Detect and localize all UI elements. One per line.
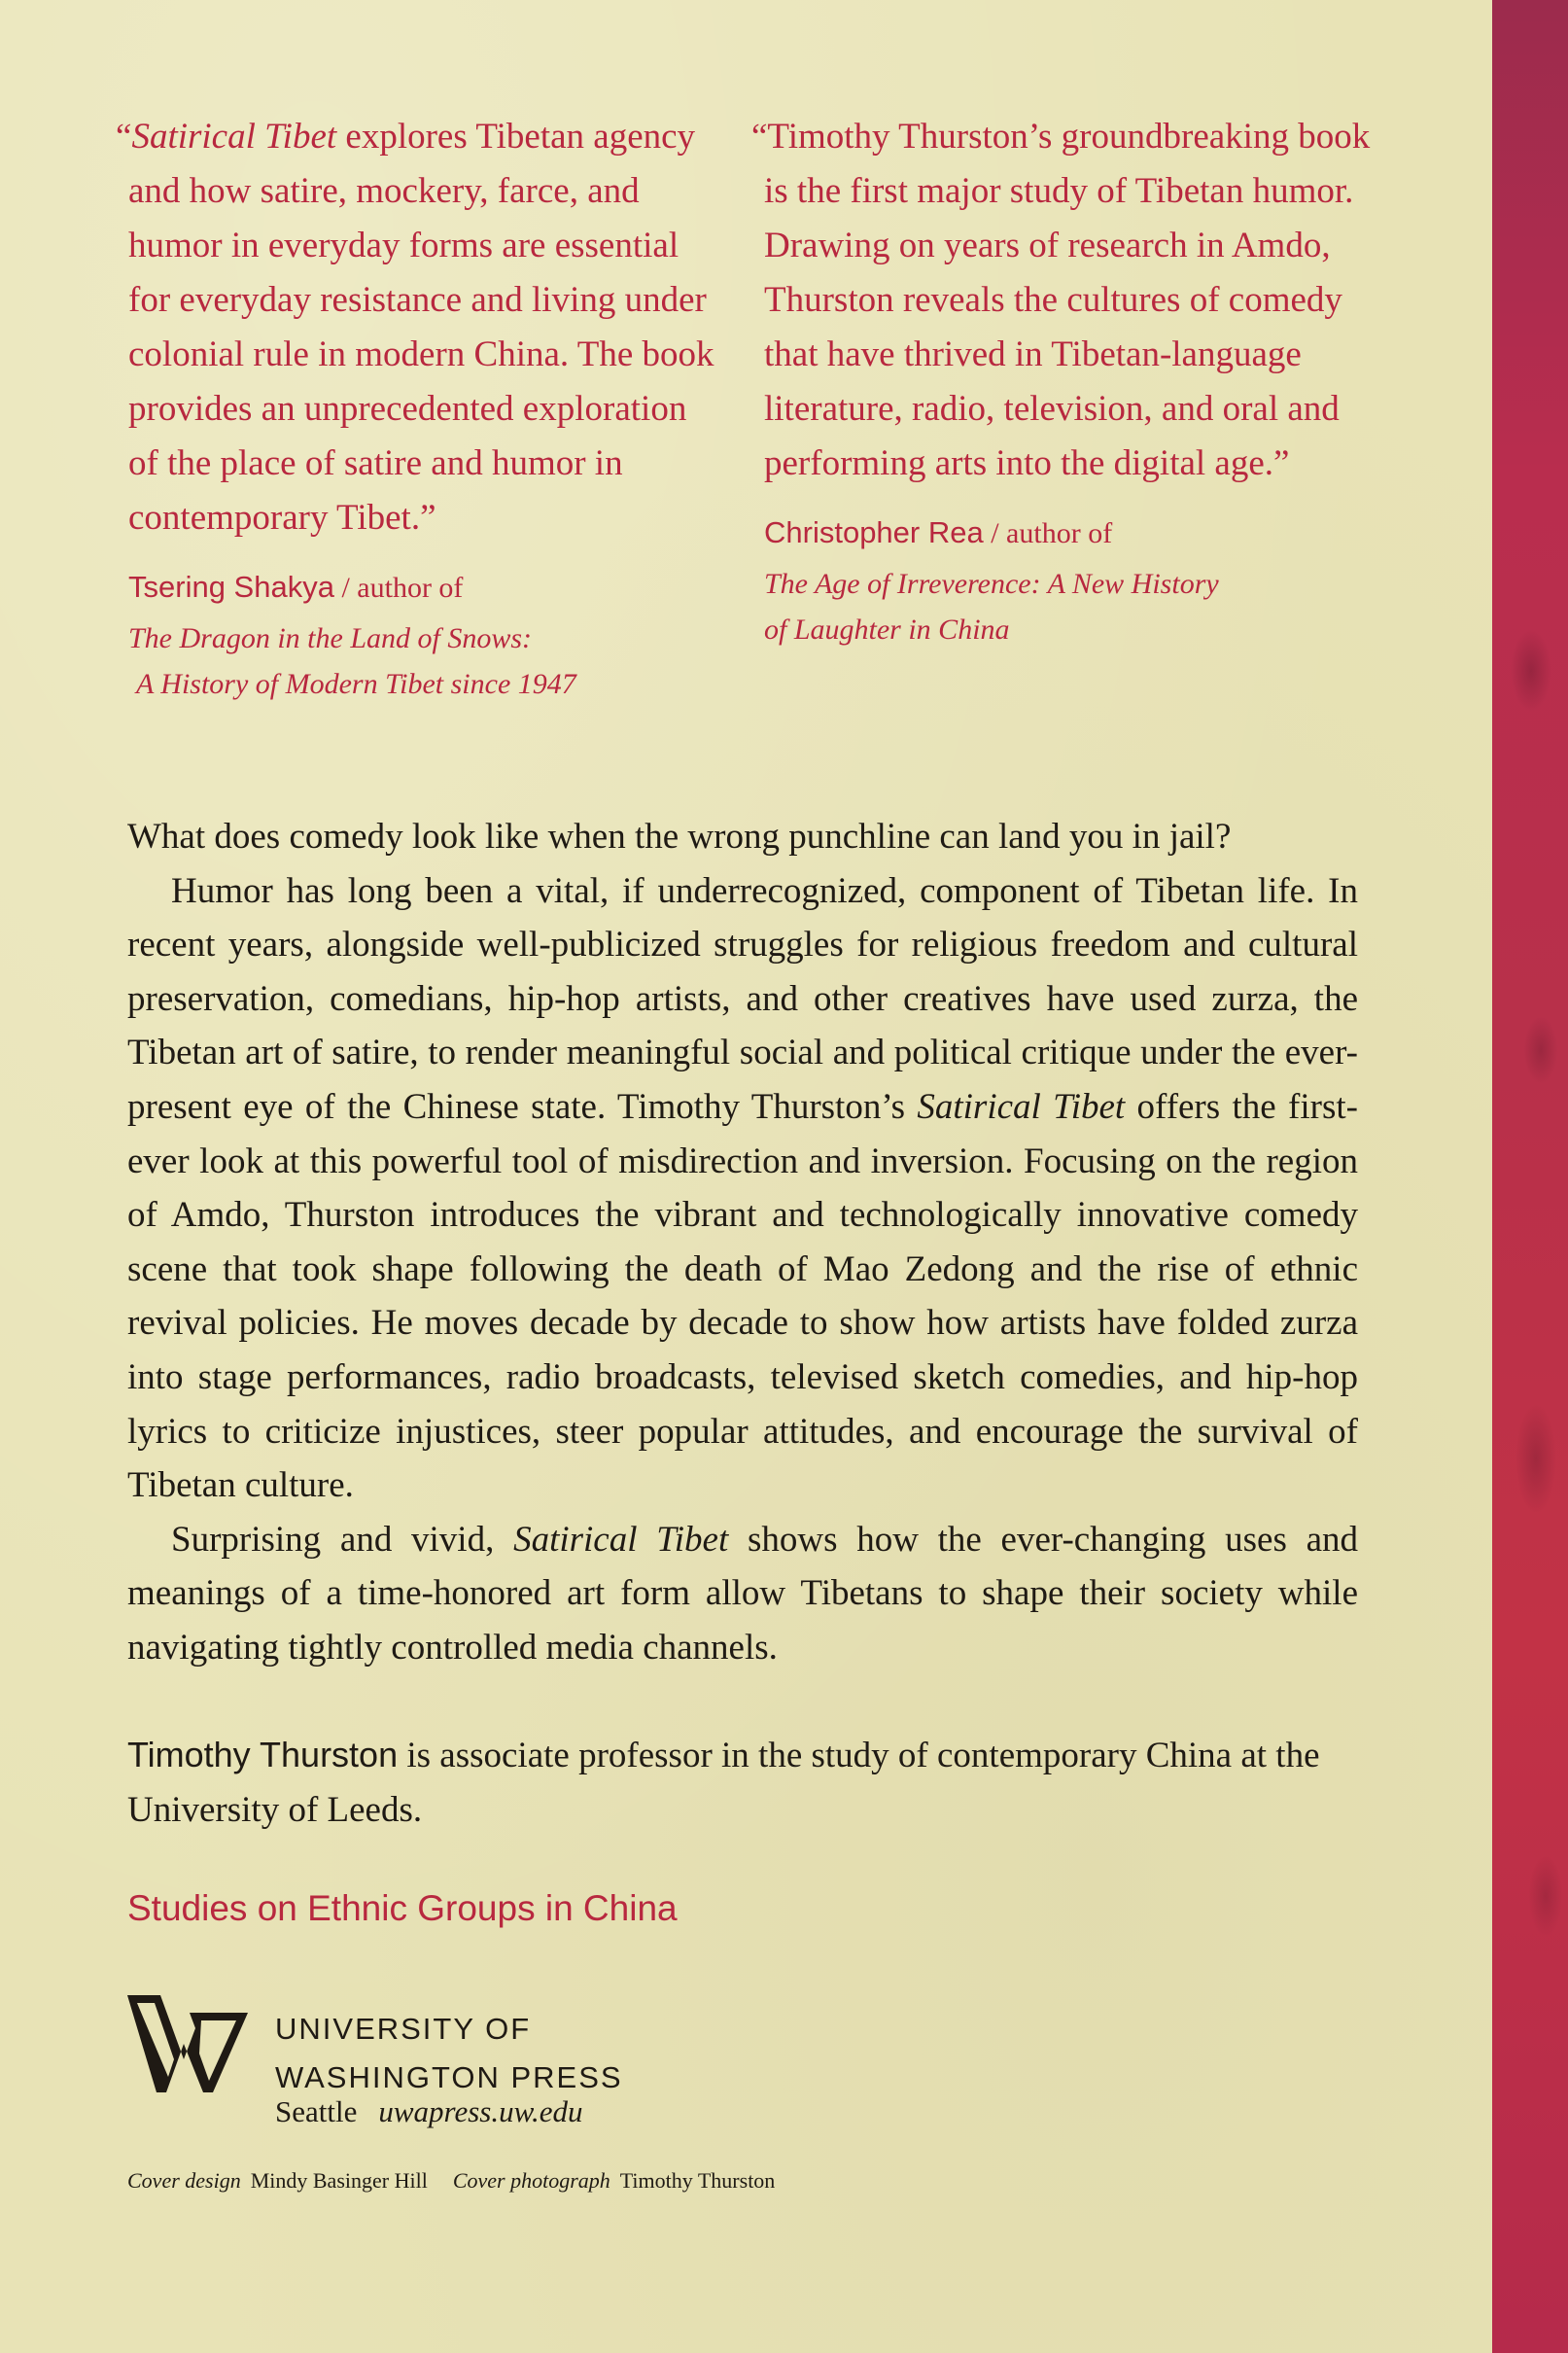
blurb-book-title-line2: A History of Modern Tibet since 1947 bbox=[136, 668, 576, 700]
publisher-city: Seattle bbox=[275, 2094, 358, 2128]
blurb-attribution bbox=[116, 559, 718, 707]
author-bio-name: Timothy Thurston bbox=[127, 1735, 399, 1774]
blurb-quote-text: “Timothy Thurston’s groundbreaking book is the first major study of Tibetan humor. Drawing on years of research in Amdo, Thurston reveals the cultures of comedy that have thrived in Tibetan-language literature, radio, television, and oral and performing arts into the digital age.” bbox=[751, 117, 1371, 483]
design-credit-label: Cover design bbox=[127, 2168, 241, 2193]
uw-press-logo-icon bbox=[127, 1995, 248, 2092]
author-bio bbox=[127, 1728, 1358, 1838]
book-description bbox=[127, 810, 1358, 1675]
description-paragraph: Surprising and vivid, Satirical Tibet shows how the ever-changing uses and meanings of a time-honored art form allow Tibetans to shape their society while navigating tightly controlled media channels. bbox=[127, 1519, 1358, 1668]
series-title: Studies on Ethnic Groups in China bbox=[127, 1888, 678, 1928]
blurb-book-title-line1: The Age of Irreverence: A New History bbox=[764, 568, 1219, 600]
spine-edge bbox=[1492, 0, 1568, 2353]
blurb-book-title-line2: of Laughter in China bbox=[764, 614, 1010, 646]
blurb-author-name: Tsering Shakya bbox=[128, 570, 334, 604]
description-lead: What does comedy look like when the wrong punchline can land you in jail? bbox=[127, 817, 1232, 857]
cover-credits bbox=[127, 2168, 775, 2194]
blurb-quote-left bbox=[116, 110, 718, 707]
photo-credit-label: Cover photograph bbox=[452, 2168, 610, 2193]
publisher-url: uwapress.uw.edu bbox=[378, 2094, 583, 2128]
design-credit-name: Mindy Basinger Hill bbox=[250, 2168, 428, 2193]
publisher-name bbox=[275, 2005, 623, 2102]
blurb-quote-text: “Satirical Tibet explores Tibetan agency and how satire, mockery, farce, and humor in everyday forms are essential for everyday resistance and living under colonial rule in modern China. The book provides an unprecedented exploration of the place of satire and humor in contemporary Tibet.” bbox=[116, 117, 714, 538]
photo-credit-name: Timothy Thurston bbox=[619, 2168, 776, 2193]
publisher-location bbox=[275, 2094, 582, 2129]
publisher-name-line2: WASHINGTON PRESS bbox=[275, 2060, 623, 2094]
blurb-attribution bbox=[751, 505, 1374, 652]
blurb-author-role: / author of bbox=[333, 572, 464, 604]
publisher-name-line1: UNIVERSITY OF bbox=[275, 2012, 532, 2046]
author-bio-text: is associate professor in the study of contemporary China at the University of Leeds. bbox=[127, 1736, 1320, 1830]
blurb-quote-right bbox=[751, 110, 1374, 652]
description-paragraph: Humor has long been a vital, if underrecognized, component of Tibetan life. In recent years, alongside well-publicized struggles for religious freedom and cultural preservation, comedians, hip-hop artists, and other creatives have used zurza, the Tibetan art of satire, to render meaningful social and political critique under the ever-present eye of the Chinese state. Timothy Thurston’s Satirical Tibet offers the first-ever look at this powerful tool of misdirection and inversion. Focusing on the region of Amdo, Thurston introduces the vibrant and technologically innovative comedy scene that took shape following the death of Mao Zedong and the rise of ethnic revival policies. He moves decade by decade to show how artists have folded zurza into stage performances, radio broadcasts, televised sketch comedies, and hip-hop lyrics to criticize injustices, steer popular attitudes, and encourage the survival of Tibetan culture. bbox=[127, 870, 1358, 1506]
blurb-book-title-line1: The Dragon in the Land of Snows: bbox=[128, 622, 533, 654]
blurb-author-role: / author of bbox=[983, 517, 1113, 549]
blurb-author-name: Christopher Rea bbox=[764, 515, 984, 549]
